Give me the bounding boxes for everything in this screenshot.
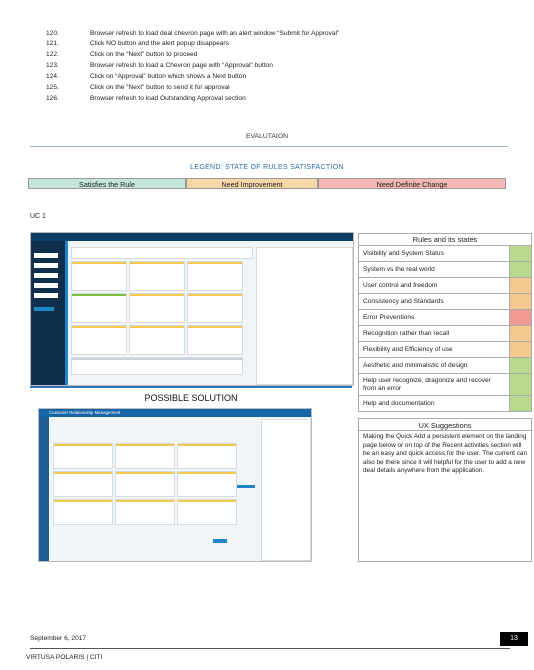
solution-sidebar <box>39 417 49 561</box>
rule-state <box>510 342 532 358</box>
page-number: 13 <box>500 632 528 646</box>
rule-row: Help user recognize, dragonize and recover from an error <box>359 374 532 396</box>
rule-row: Help and documentation <box>359 396 532 412</box>
rule-row: Flexibility and Efficiency of use <box>359 342 532 358</box>
rule-row: System vs the real world <box>359 262 532 278</box>
step-item: 121. Click NO button and the alert popup disappears <box>46 40 229 47</box>
solution-app-title: Customer Relationship Management <box>49 410 121 415</box>
uc1-screenshot <box>30 232 354 386</box>
legend-satisfies: Satisfies the Rule <box>28 178 186 189</box>
footer-company: VIRTUSA POLARIS | CITI <box>26 654 103 661</box>
solution-divider <box>30 386 352 388</box>
rule-state <box>510 358 532 374</box>
footer-divider <box>30 648 510 649</box>
step-item: 123. Browser refresh to load a Chevron page with “Approval” button <box>46 62 273 69</box>
app-header-bar <box>31 233 353 241</box>
rule-state <box>510 246 532 262</box>
step-item: 124. Click on “Approval” button which shows a Next button <box>46 73 247 80</box>
rule-row: Consistency and Standards <box>359 294 532 310</box>
footer-date: September 6, 2017 <box>30 635 87 642</box>
rule-row: Aesthetic and minimalistic of design <box>359 358 532 374</box>
rule-state <box>510 396 532 412</box>
rule-row: Recognition rather than recall <box>359 326 532 342</box>
rule-state <box>510 374 532 396</box>
rule-row: Visibility and System Status <box>359 246 532 262</box>
step-item: 122. Click on the “Next” button to proceed <box>46 51 198 58</box>
step-item: 126. Browser refresh to load Outstanding Approval section <box>46 95 246 102</box>
ux-text: Making the Quick Add a persistent element on the landing page below or on top of the Recent activities section will be an easy and quick access for the user. The current can also be there since it will helpful for the user to add a new deal details anywhere from the application. <box>363 433 528 475</box>
legend-title: LEGEND: STATE OF RULES SATISFACTION <box>190 164 344 171</box>
legend-need-definite-change: Need Definite Change <box>318 178 506 189</box>
rule-row: User control and freedom <box>359 278 532 294</box>
ux-title: UX Suggestions <box>359 419 531 431</box>
legend-need-improvement: Need Improvement <box>186 178 318 189</box>
step-item: 120. Browser refresh to load deal chevron page with an alert window “Submit for Approval” <box>46 30 340 37</box>
rule-row: Error Preventions <box>359 310 532 326</box>
rules-title: Rules and its states <box>359 234 532 246</box>
step-item: 125. Click on the “Next” button to send it for approval <box>46 84 230 91</box>
divider <box>30 146 508 147</box>
evaluation-heading: EVALUTAION <box>245 133 289 140</box>
quick-add-panel <box>261 419 311 561</box>
rule-state <box>510 262 532 278</box>
ux-suggestions-box <box>358 418 532 562</box>
uc-label: UC 1 <box>30 213 46 220</box>
solution-screenshot <box>38 408 312 562</box>
rule-state <box>510 294 532 310</box>
rule-state <box>510 326 532 342</box>
recent-activity-panel <box>256 247 353 385</box>
rules-table <box>358 233 532 412</box>
possible-solution-heading: POSSIBLE SOLUTION <box>144 393 238 403</box>
rule-state <box>510 278 532 294</box>
rule-state <box>510 310 532 326</box>
